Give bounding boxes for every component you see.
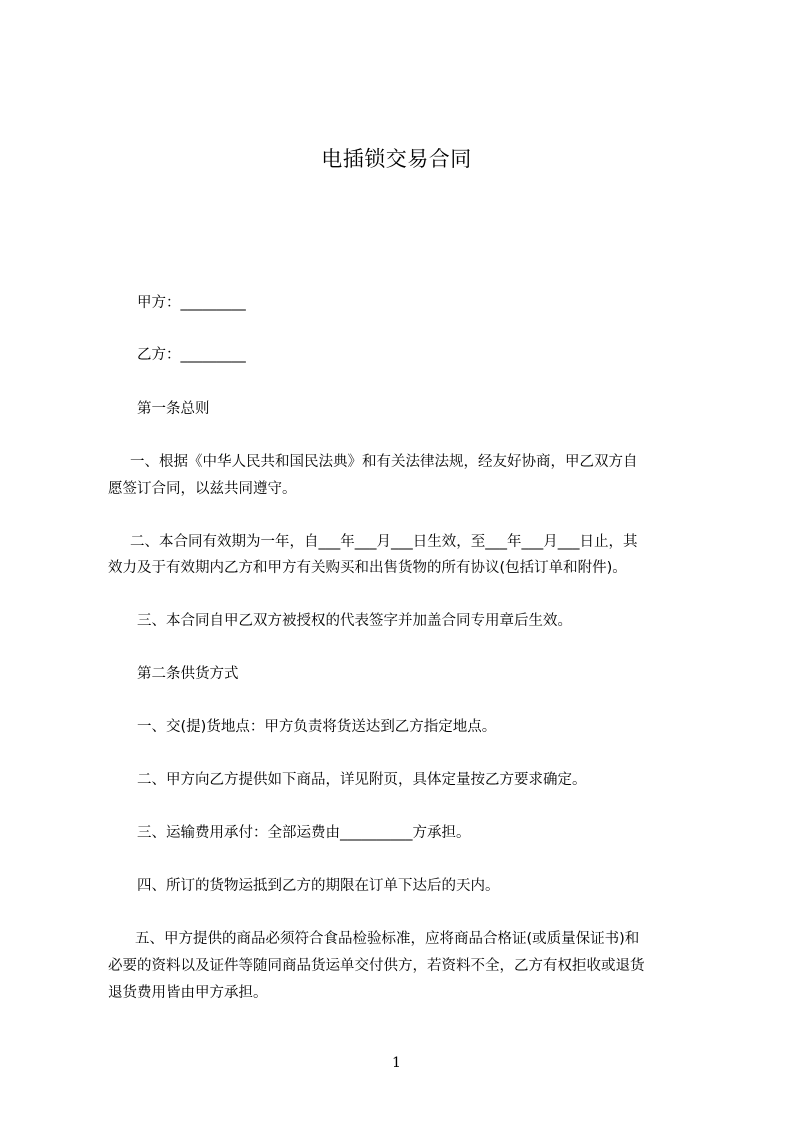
section-1-heading: 第一条总则 — [137, 401, 210, 417]
document-title: 电插锁交易合同 — [321, 147, 472, 171]
party-b-line: 乙方：_________ — [137, 347, 246, 363]
section-2-paragraph-5-line-1: 五、甲方提供的商品必须符合食品检验标准，应将商品合格证(或质量保证书)和 — [135, 931, 640, 947]
section-2-paragraph-1: 一、交(提)货地点：甲方负责将货送达到乙方指定地点。 — [137, 719, 497, 735]
section-2-heading: 第二条供货方式 — [137, 666, 239, 682]
section-2-paragraph-4: 四、所订的货物运抵到乙方的期限在订单下达后的天内。 — [137, 878, 500, 894]
party-a-line: 甲方：_________ — [137, 295, 246, 311]
section-2-paragraph-5-line-3: 退货费用皆由甲方承担。 — [108, 985, 268, 1001]
section-1-paragraph-1-line-2: 愿签订合同，以兹共同遵守。 — [108, 481, 297, 497]
section-1-paragraph-2-line-2: 效力及于有效期内乙方和甲方有关购买和出售货物的所有协议(包括订单和附件)。 — [108, 560, 627, 576]
section-1-paragraph-2-line-1: 二、本合同有效期为一年，自___年___月___日生效，至___年___月___日止，其 — [130, 534, 638, 550]
section-2-paragraph-3: 三、运输费用承付：全部运费由__________方承担。 — [137, 825, 471, 841]
section-2-paragraph-5-line-2: 必要的资料以及证件等随同商品货运单交付供方，若资料不全，乙方有权拒收或退货 — [108, 958, 645, 974]
section-2-paragraph-2: 二、甲方向乙方提供如下商品，详见附页，具体定量按乙方要求确定。 — [137, 772, 587, 788]
section-1-paragraph-3: 三、本合同自甲乙双方被授权的代表签字并加盖合同专用章后生效。 — [137, 613, 572, 629]
page-number: 1 — [392, 1055, 401, 1071]
section-1-paragraph-1-line-1: 一、根据《中华人民共和国民法典》和有关法律法规，经友好协商，甲乙双方自 — [130, 454, 638, 470]
